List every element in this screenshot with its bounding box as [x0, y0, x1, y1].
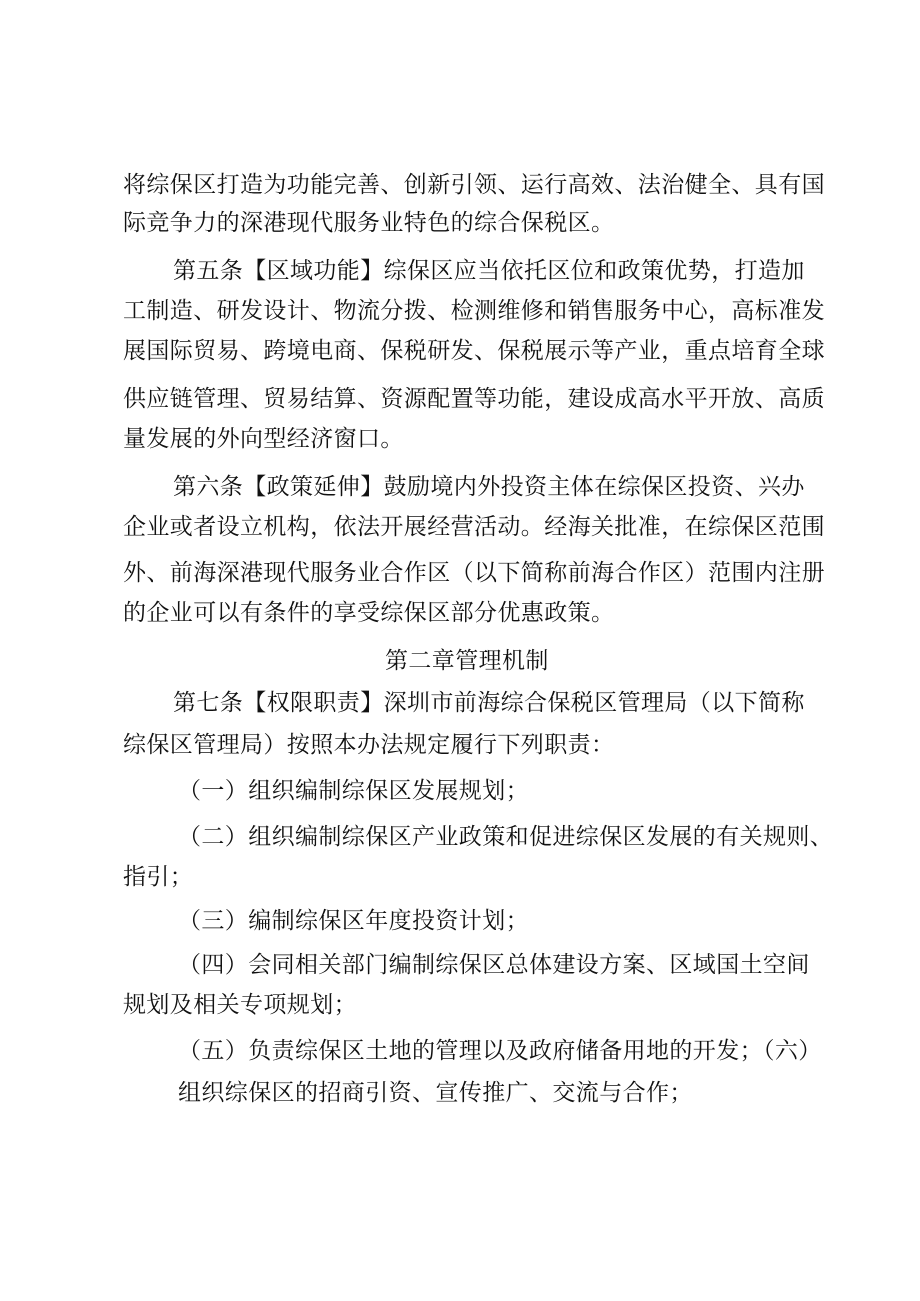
text-line: 第五条【区域功能】综保区应当依托区位和政策优势，打造加 — [173, 258, 805, 284]
text-line: 将综保区打造为功能完善、创新引领、运行高效、法治健全、具有国 — [123, 172, 825, 198]
text-line: 外、前海深港现代服务业合作区（以下简称前海合作区）范围内注册 — [123, 560, 825, 586]
list-item: （三）编制综保区年度投资计划； — [178, 908, 529, 934]
list-item: （五）负责综保区土地的管理以及政府储备用地的开发；（六） — [178, 1038, 822, 1064]
text-line: 工制造、研发设计、物流分拨、检测维修和销售服务中心，高标准发 — [123, 298, 825, 324]
list-item: 组织综保区的招商引资、宣传推广、交流与合作； — [178, 1080, 693, 1106]
text-line: 第七条【权限职责】深圳市前海综合保税区管理局（以下简称 — [173, 690, 805, 716]
list-item: （一）组织编制综保区发展规划； — [178, 778, 529, 804]
text-line: 的企业可以有条件的享受综保区部分优惠政策。 — [123, 600, 615, 626]
text-line: 际竞争力的深港现代服务业特色的综合保税区。 — [123, 210, 615, 236]
text-line: 规划及相关专项规划； — [123, 992, 357, 1018]
text-line: 展国际贸易、跨境电商、保税研发、保税展示等产业，重点培育全球 — [123, 338, 825, 364]
text-line: 供应链管理、贸易结算、资源配置等功能，建设成高水平开放、高质 — [123, 386, 825, 412]
list-item: （二）组织编制综保区产业政策和促进综保区发展的有关规则、 — [178, 824, 834, 850]
text-line: 量发展的外向型经济窗口。 — [123, 426, 404, 452]
text-line: 第六条【政策延伸】鼓励境内外投资主体在综保区投资、兴办 — [173, 474, 805, 500]
text-line: 企业或者设立机构，依法开展经营活动。经海关批准，在综保区范围 — [123, 514, 825, 540]
text-line: 综保区管理局）按照本办法规定履行下列职责： — [123, 732, 615, 758]
chapter-heading: 第二章管理机制 — [385, 648, 549, 674]
text-line: 指引； — [123, 864, 194, 890]
list-item: （四）会同相关部门编制综保区总体建设方案、区域国土空间 — [178, 952, 810, 978]
